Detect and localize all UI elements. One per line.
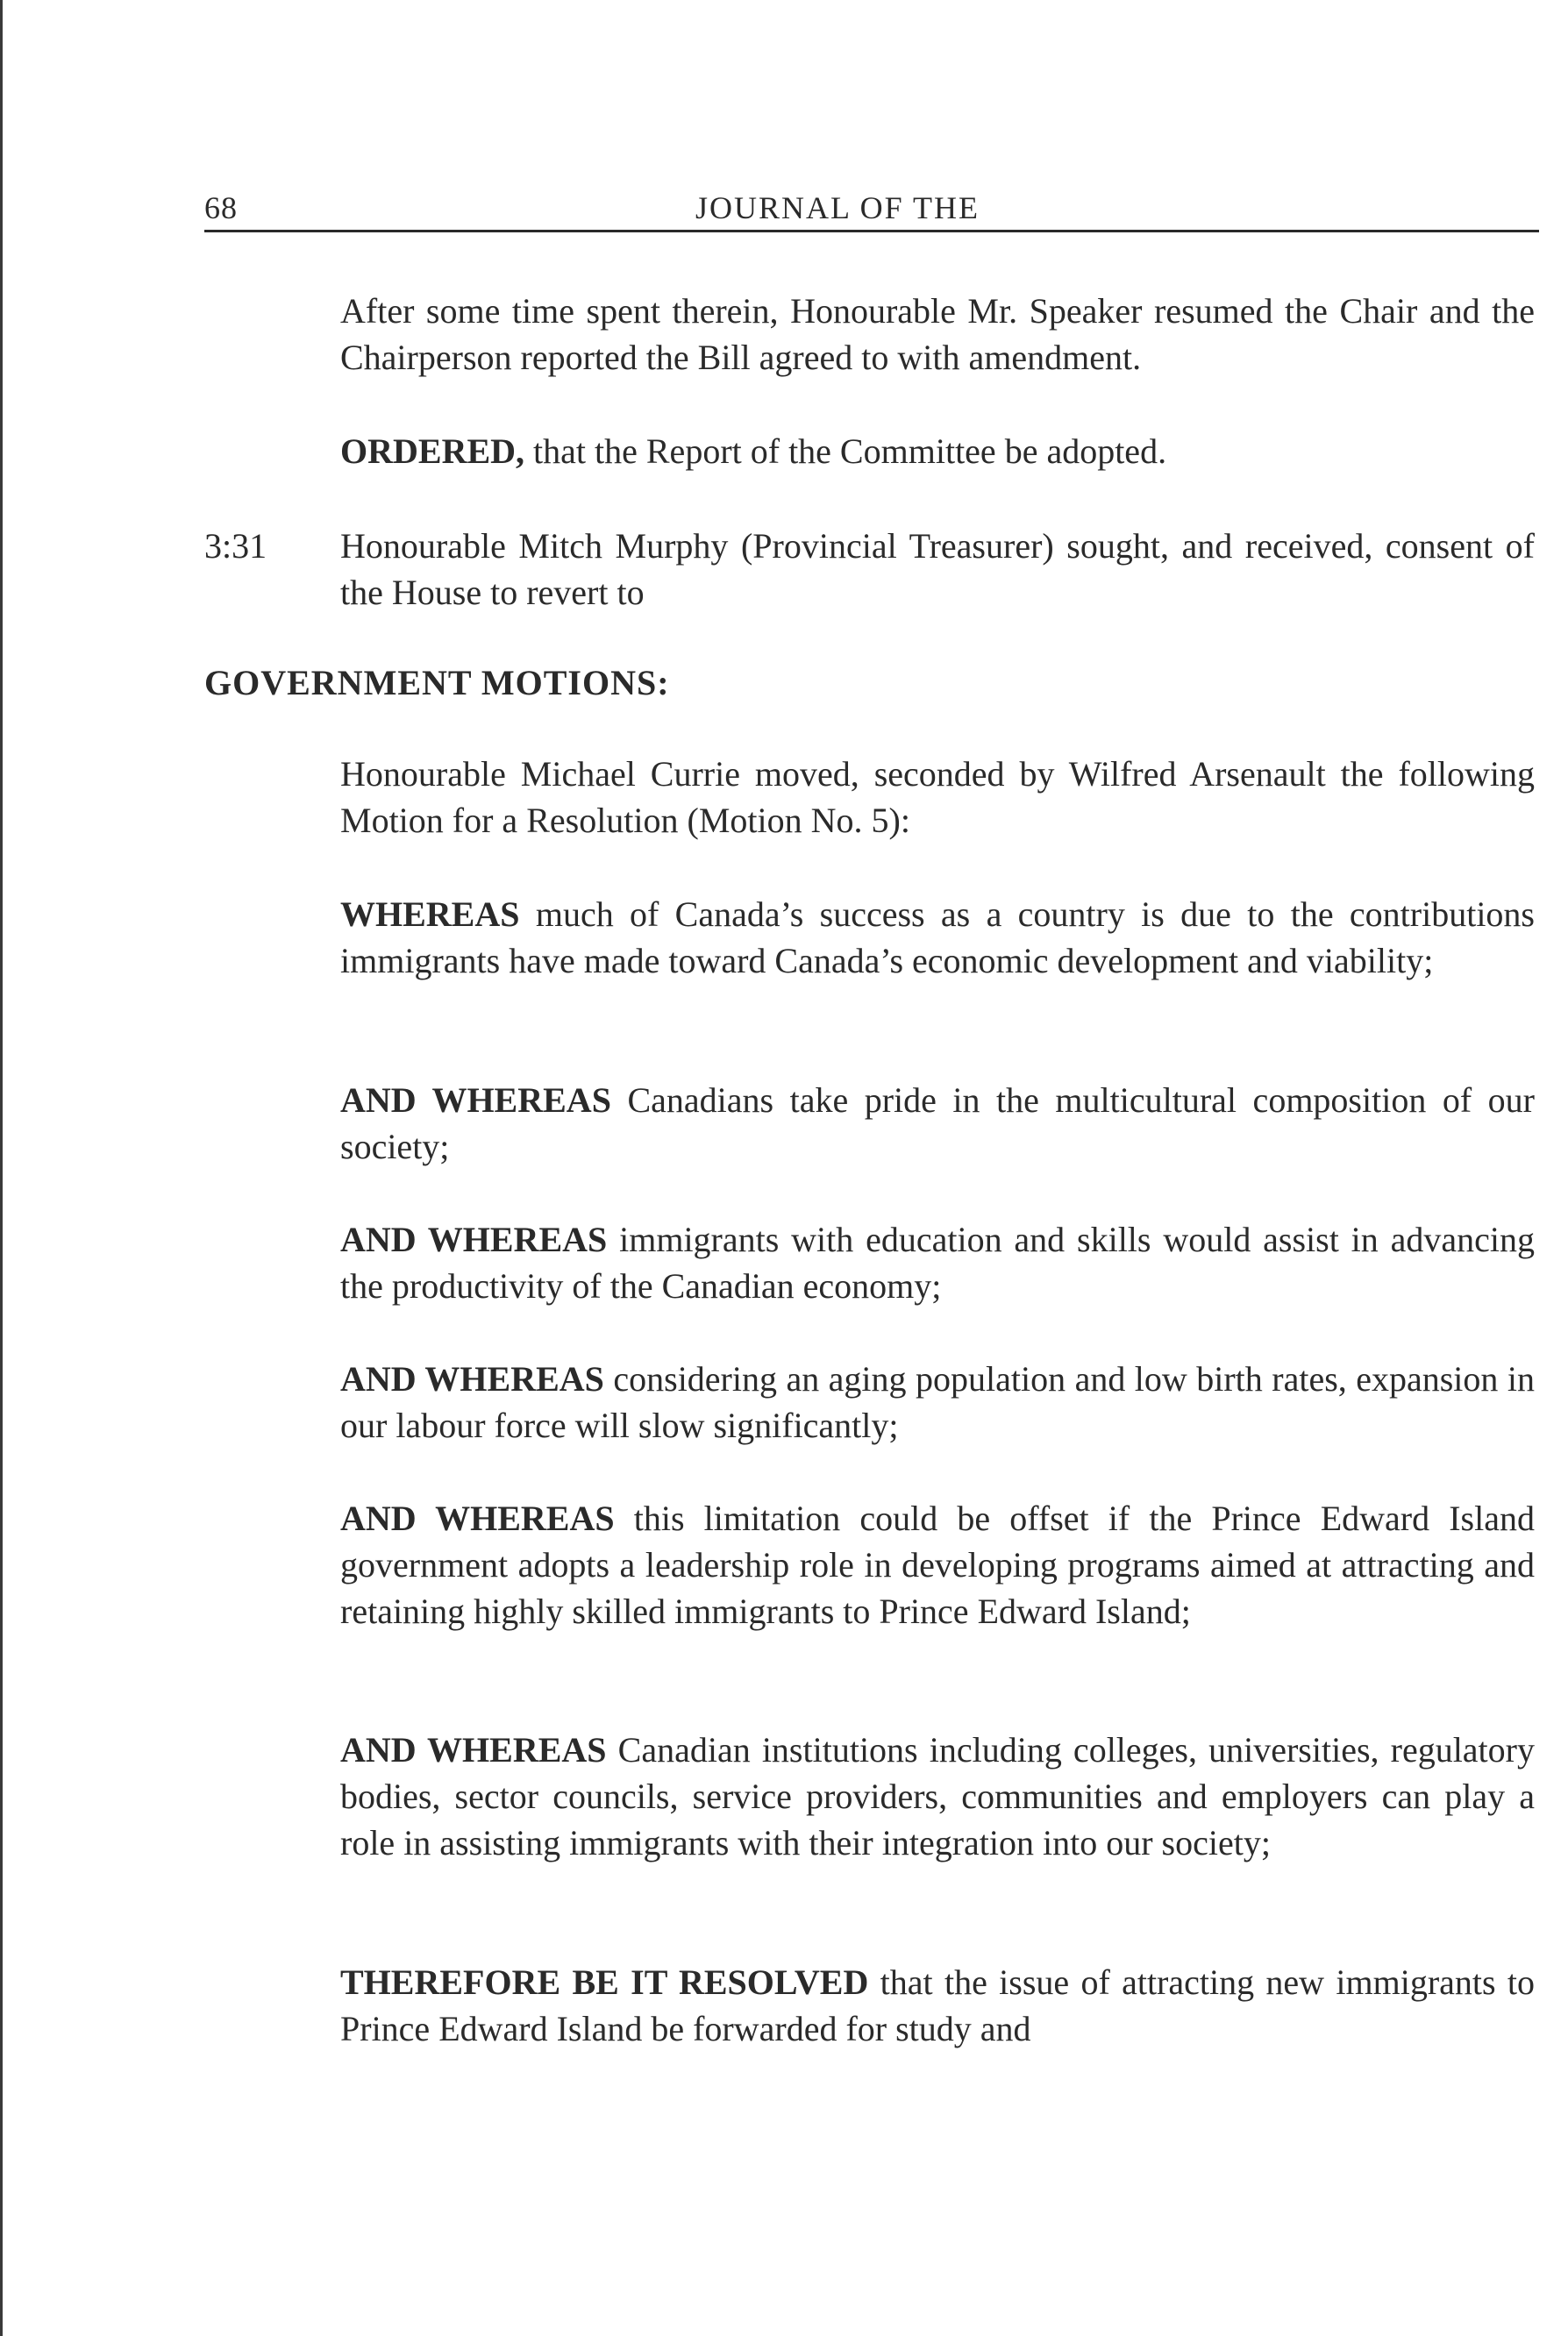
motion-clause [340, 1356, 1535, 1449]
clause-text: Canadians take pride in the multicultural composition of our society; [340, 1080, 1535, 1166]
motion-clause [340, 1495, 1535, 1634]
clause-text: that the issue of attracting new immigrants to Prince Edward Island be forwarded for study and [340, 1962, 1536, 2048]
clause-text: this limitation could be offset if the Prince Edward Island government adopts a leadership role in developing programs aimed at attracting and retaining highly skilled immigrants to Prince Edward Island; [340, 1499, 1535, 1631]
clause-label: AND WHEREAS [340, 1080, 611, 1120]
motion-clause [340, 1959, 1535, 2052]
ordered-paragraph [340, 428, 1535, 474]
clause-label: THEREFORE BE IT RESOLVED [340, 1962, 869, 2002]
clause-label: AND WHEREAS [340, 1730, 607, 1770]
motion-clause [340, 1077, 1535, 1170]
clause-text: Canadian institutions including colleges, universities, regulatory bodies, sector councils, service providers, communities and employers can play a role in assisting immigrants with their integration into our society; [340, 1730, 1535, 1862]
motion-clause [340, 891, 1535, 984]
clause-text: much of Canada’s success as a country is due to the contributions immigrants have made toward Canada’s economic development and viability; [340, 894, 1535, 980]
motion-clause [340, 1216, 1535, 1309]
clause-text: considering an aging population and low birth rates, expansion in our labour force will slow significantly; [340, 1359, 1535, 1445]
clause-label: WHEREAS [340, 894, 520, 934]
motion-intro: Honourable Michael Currie moved, seconded by Wilfred Arsenault the following Motion for a Resolution (Motion No. 5): [340, 754, 1535, 840]
section-heading: GOVERNMENT MOTIONS: [204, 663, 670, 702]
ordered-text: that the Report of the Committee be adopted. [524, 431, 1167, 471]
journal-title: JOURNAL OF THE [695, 190, 980, 225]
time-stamp: 3:31 [204, 526, 267, 566]
ordered-label: ORDERED, [340, 431, 525, 471]
clause-label: AND WHEREAS [340, 1359, 604, 1399]
clause-label: AND WHEREAS [340, 1220, 608, 1259]
running-header [204, 184, 1539, 232]
clause-label: AND WHEREAS [340, 1499, 615, 1538]
motion-clause [340, 1727, 1535, 1866]
page-number: 68 [204, 190, 238, 225]
clause-text: immigrants with education and skills would assist in advancing the productivity of the Canadian economy; [340, 1220, 1535, 1306]
consent-paragraph: Honourable Mitch Murphy (Provincial Treasurer) sought, and received, consent of the House to revert to [340, 526, 1535, 612]
resumed-paragraph: After some time spent therein, Honourable Mr. Speaker resumed the Chair and the Chairperson reported the Bill agreed to with amendment. [340, 291, 1535, 377]
